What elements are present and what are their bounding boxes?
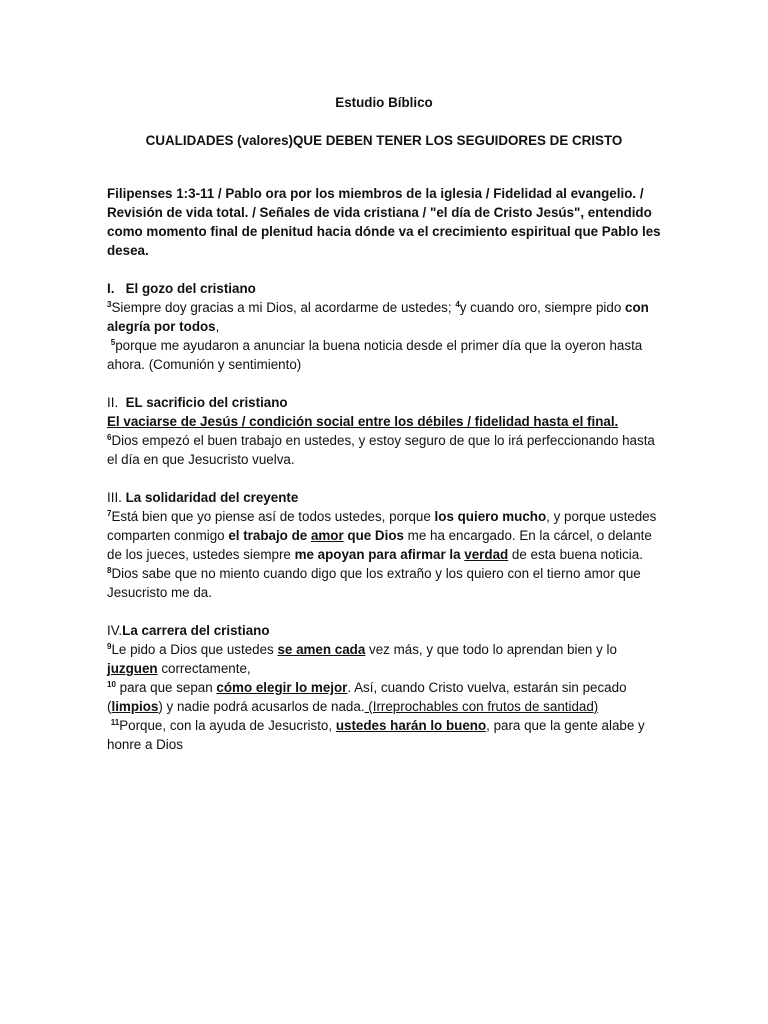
verse-text: ) y nadie podrá acusarlos de nada. [158,699,365,714]
verse-text: Porque, con la ayuda de Jesucristo, [119,718,336,733]
verse-emphasis-underlined: cómo elegir lo mejor [216,680,348,695]
verse-text: porque me ayudaron a anunciar la buena noticia desde el primer día que la oyeron hasta ahora. (Comunión y sentimiento) [107,338,643,372]
verse-number: 6 [107,433,112,442]
verse-text: y cuando oro, siempre pido [459,300,626,315]
verse-paragraph [107,640,667,678]
section-numeral: IV. [107,623,123,638]
verse-number: 3 [107,300,112,309]
verse-paragraph [107,431,667,469]
verse-number: 10 [107,680,116,689]
document-subtitle: CUALIDADES (valores)QUE DEBEN TENER LOS SEGUIDORES DE CRISTO [145,133,623,148]
verse-text: vez más, y que todo lo aprendan bien y lo [365,642,617,657]
intro-paragraph: Filipenses 1:3-11 / Pablo ora por los miembros de la iglesia / Fidelidad al evangelio. / Revisión de vida total. / Señales de vida cristiana / "el día de Cristo Jesús", entendido como momento final de plenitud hacia dónde va el crecimiento espiritual que Pablo les desea. [107,186,661,258]
verse-number: 8 [107,566,112,575]
verse-number: 11 [110,718,120,727]
verse-paragraph [107,507,667,564]
verse-emphasis-underlined: juzguen [107,661,158,676]
section-subtitle-wrap [107,412,667,431]
section-heading [107,621,667,640]
section-title: El gozo del cristiano [125,281,256,296]
verse-text: Dios sabe que no miento cuando digo que los extraño y los quiero con el tierno amor que Jesucristo me da. [107,566,641,600]
verse-text: Le pido a Dios que ustedes [111,642,278,657]
verse-emphasis: el trabajo de [228,528,311,543]
verse-text: para que sepan [115,680,217,695]
verse-emphasis: que Dios [343,528,404,543]
section-heading [107,488,667,507]
section-numeral: III. [107,490,122,505]
section-title: La solidaridad del creyente [125,490,299,505]
verse-text: , [215,319,220,334]
section-heading [107,279,667,298]
verse-number: 4 [455,300,460,309]
verse-text: Está bien que yo piense así de todos ustedes, porque [111,509,435,524]
verse-text: correctamente, [157,661,251,676]
verse-emphasis-underlined: se amen cada [277,642,366,657]
verse-emphasis: con alegría por todos [107,300,649,334]
section-numeral: I. [107,281,115,296]
verse-text: Siempre doy gracias a mi Dios, al acordarme de ustedes; [111,300,456,315]
document-title: Estudio Bíblico [335,95,433,110]
section-1 [107,279,667,374]
verse-text: me ha encargado. En la cárcel, o delante de los jueces, ustedes siempre [107,528,652,562]
section-4 [107,621,667,754]
verse-text: Dios empezó el buen trabajo en ustedes, y estoy seguro de que lo irá perfeccionando hasta el día en que Jesucristo vuelva. [107,433,655,467]
verse-paragraph [107,298,667,336]
section-heading [107,393,667,412]
verse-text: , para que la gente alabe y honre a Dios [107,718,645,752]
verse-number: 5 [110,338,116,347]
section-title: La carrera del cristiano [122,623,270,638]
verse-number: 7 [107,509,112,518]
verse-emphasis-underlined: verdad [464,547,509,562]
verse-paragraph [107,716,667,754]
verse-emphasis-underlined: limpios [111,699,159,714]
verse-text: , y porque ustedes comparten conmigo [107,509,657,543]
verse-paragraph [107,336,667,374]
verse-number: 9 [107,642,112,651]
verse-emphasis: me apoyan para afirmar la [294,547,465,562]
verse-emphasis: los quiero mucho [434,509,547,524]
verse-paragraph [107,678,667,716]
section-title: EL sacrificio del cristiano [125,395,288,410]
verse-emphasis-underlined: ustedes harán lo bueno [335,718,487,733]
verse-text: de esta buena noticia. [508,547,643,562]
verse-text: . Así, cuando Cristo vuelva, estarán sin pecado ( [107,680,627,714]
section-numeral: II. [107,395,119,410]
section-2 [107,393,667,469]
verse-paragraph [107,564,667,602]
section-3 [107,488,667,602]
verse-emphasis-underlined: amor [310,528,344,543]
document-body [107,184,667,773]
verse-underlined: (Irreprochables con frutos de santidad) [364,699,599,714]
section-subtitle: El vaciarse de Jesús / condición social entre los débiles / fidelidad hasta el final. [107,414,619,429]
